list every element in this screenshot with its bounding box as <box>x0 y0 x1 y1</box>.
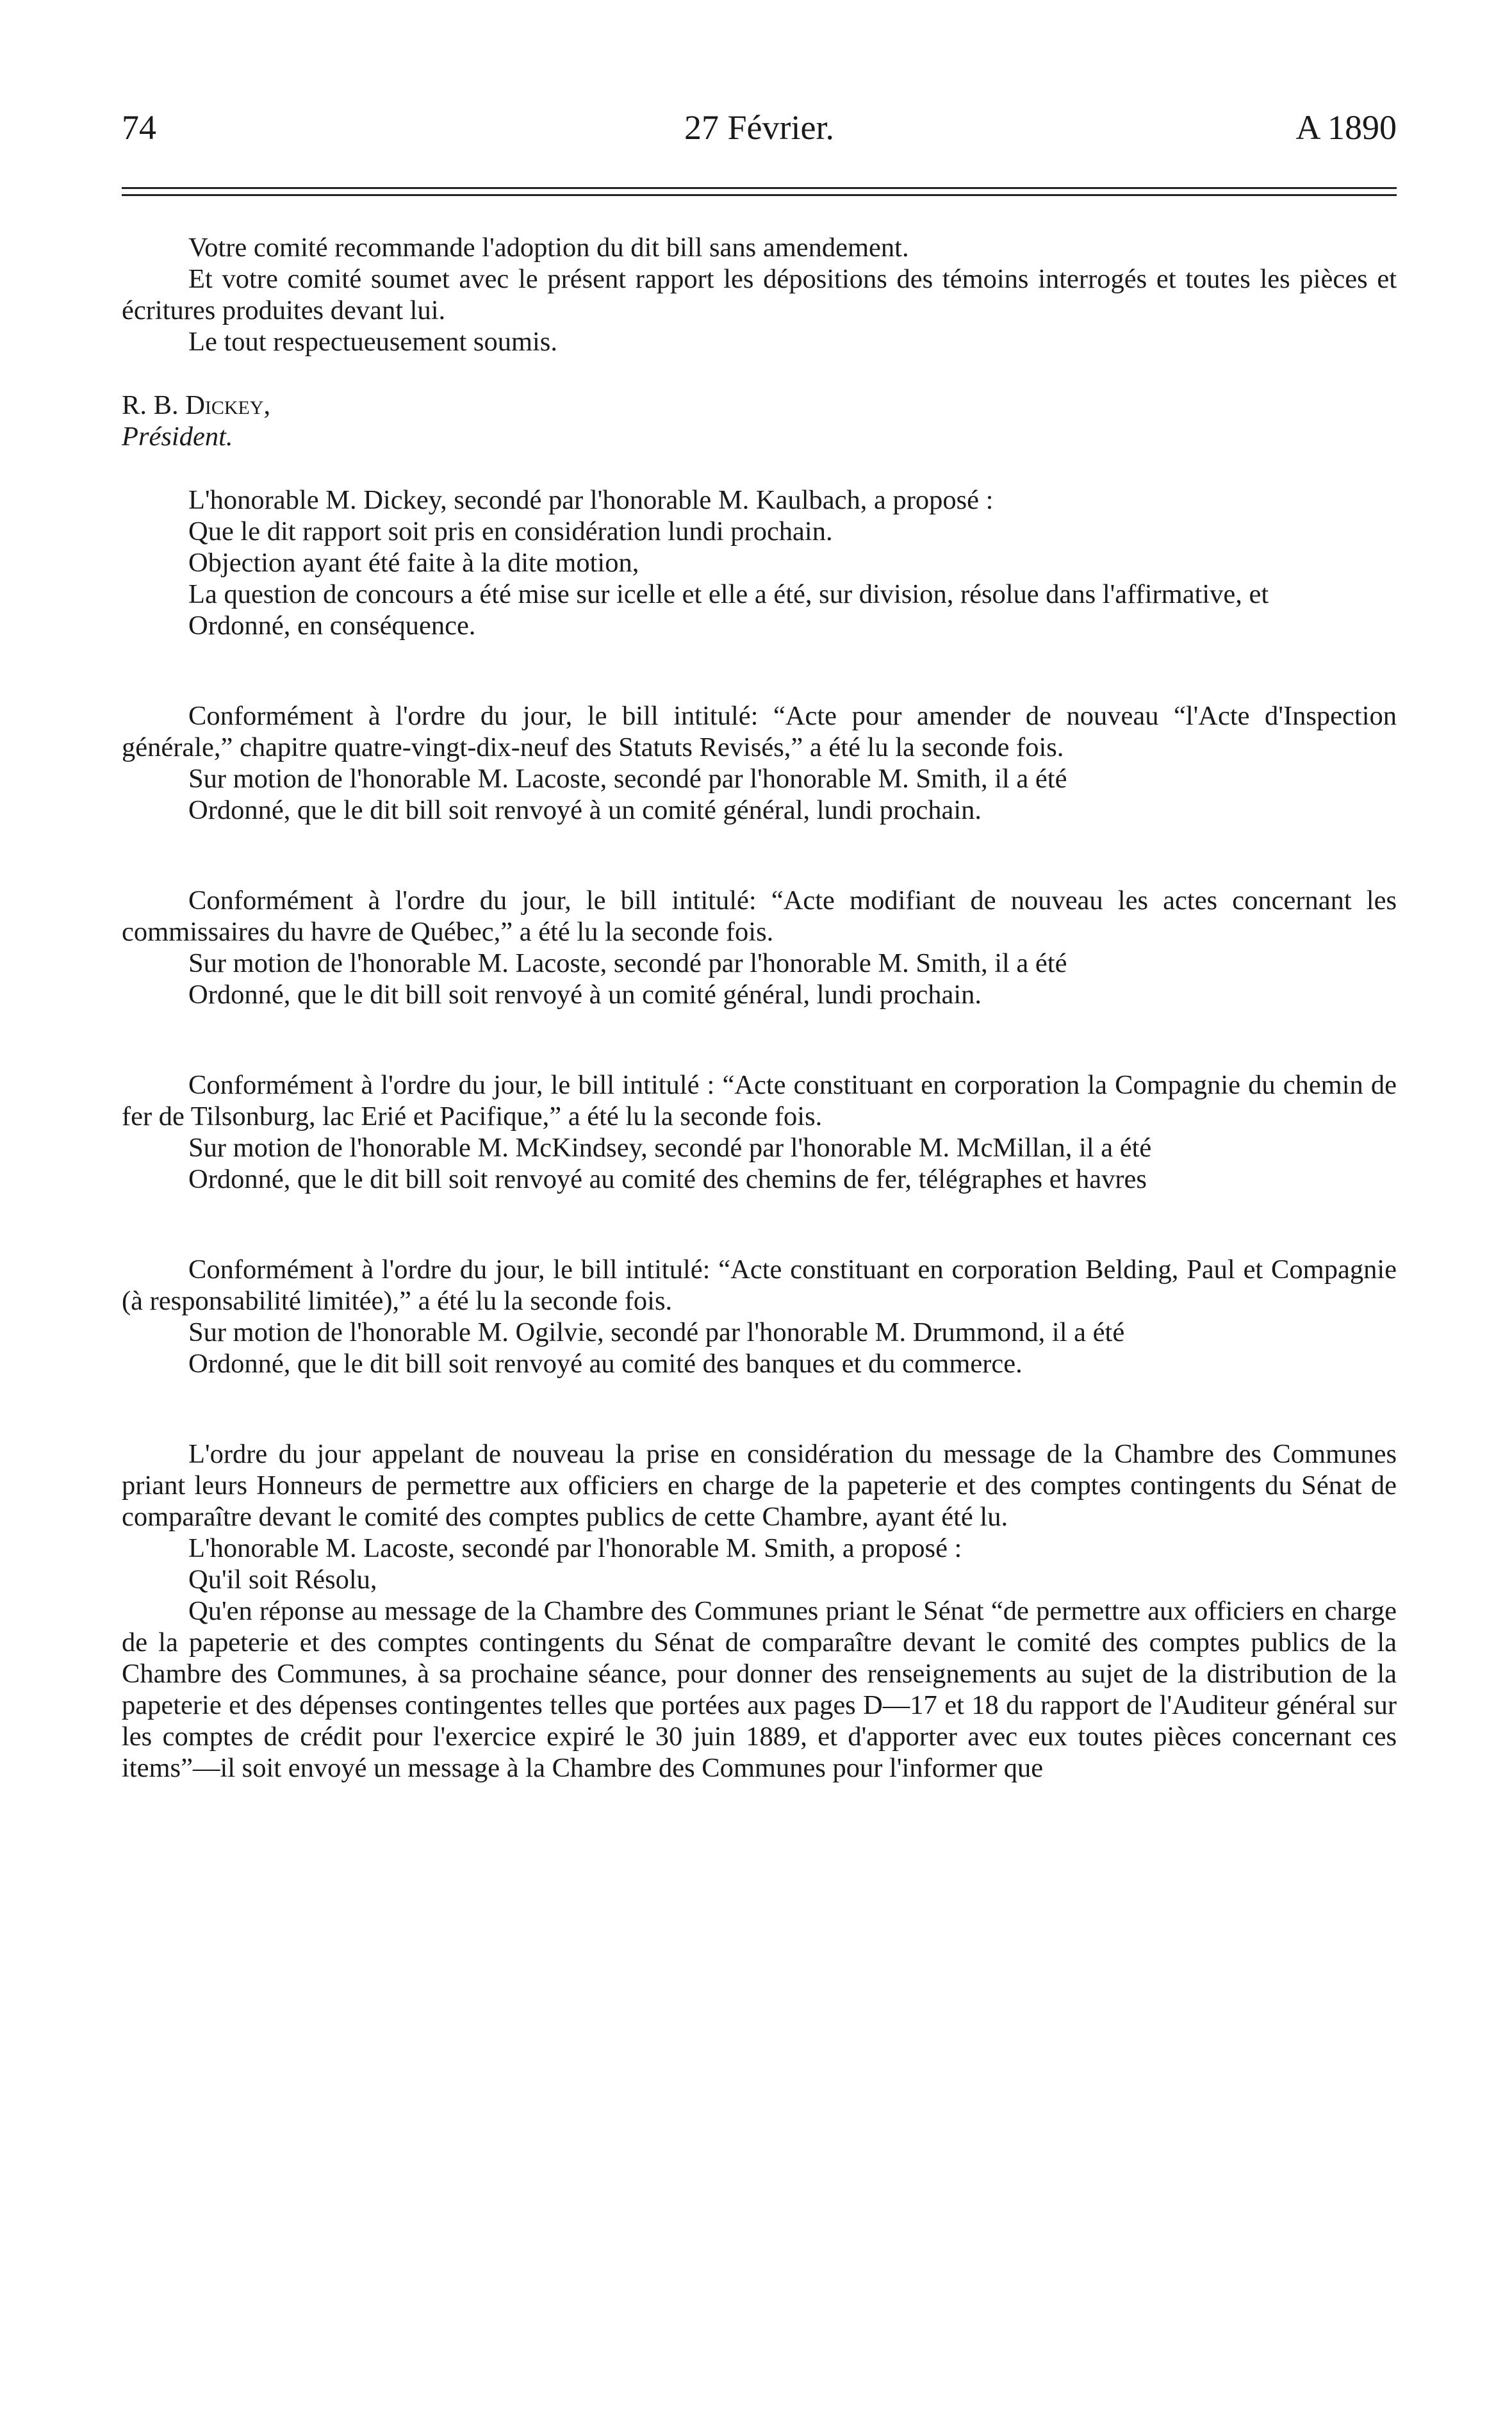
paragraph: L'honorable M. Dickey, secondé par l'honorable M. Kaulbach, a proposé : <box>188 485 994 515</box>
bill-inspection-generale <box>122 700 1397 826</box>
signature-name: R. B. Dickey, <box>122 390 271 420</box>
paragraph: Ordonné, que le dit bill soit renvoyé à un comité général, lundi prochain. <box>188 795 982 825</box>
page-body <box>122 232 1397 1784</box>
paragraph: Sur motion de l'honorable M. Lacoste, secondé par l'honorable M. Smith, il a été <box>188 948 1067 978</box>
paragraph: Ordonné, en conséquence. <box>188 611 476 641</box>
page-number: 74 <box>122 108 156 147</box>
paragraph: Conformément à l'ordre du jour, le bill intitulé: “Acte pour amender de nouveau “l'Acte d'Inspection générale,” chapitre quatre-vingt-dix-neuf des Statuts Revisés,” a été lu la seconde fois. <box>122 701 1397 762</box>
commons-message <box>122 1438 1397 1784</box>
paragraph: Objection ayant été faite à la dite motion, <box>188 548 639 578</box>
bill-tilsonburg-railway <box>122 1069 1397 1195</box>
paragraph: Conformément à l'ordre du jour, le bill intitulé: “Acte modifiant de nouveau les actes concernant les commissaires du havre de Québec,” a été lu la seconde fois. <box>122 885 1397 947</box>
paragraph: Sur motion de l'honorable M. Ogilvie, secondé par l'honorable M. Drummond, il a été <box>188 1317 1125 1347</box>
motion-report-consideration <box>122 484 1397 641</box>
header-rule-top <box>122 187 1397 189</box>
paragraph: Le tout respectueusement soumis. <box>188 327 557 357</box>
paragraph: La question de concours a été mise sur icelle et elle a été, sur division, résolue dans l'affirmative, et <box>188 579 1269 609</box>
paragraph: Conformément à l'ordre du jour, le bill intitulé : “Acte constituant en corporation la Compagnie du chemin de fer de Tilsonburg, lac Erié et Pacifique,” a été lu la seconde fois. <box>122 1070 1397 1131</box>
document-page <box>122 0 1397 2427</box>
paragraph: Qu'il soit Résolu, <box>188 1565 377 1595</box>
paragraph: L'ordre du jour appelant de nouveau la prise en considération du message de la Chambre des Communes priant leurs Honneurs de permettre aux officiers en charge de la papeterie et des comptes contingents du Sénat de comparaître devant le comité des comptes publics de cette Chambre, ayant été lu. <box>122 1439 1397 1532</box>
bill-belding-paul <box>122 1254 1397 1379</box>
committee-report-end <box>122 232 1397 452</box>
paragraph: Conformément à l'ordre du jour, le bill intitulé: “Acte constituant en corporation Belding, Paul et Compagnie (à responsabilité limitée),” a été lu la seconde fois. <box>122 1255 1397 1316</box>
header-rule-bottom <box>122 194 1397 196</box>
paragraph: L'honorable M. Lacoste, secondé par l'honorable M. Smith, a proposé : <box>188 1533 962 1563</box>
paragraph: Sur motion de l'honorable M. McKindsey, secondé par l'honorable M. McMillan, il a été <box>188 1133 1152 1163</box>
header-year: A 1890 <box>1295 108 1397 147</box>
bill-havre-quebec <box>122 885 1397 1010</box>
signature-title: Président. <box>122 422 233 452</box>
paragraph: Ordonné, que le dit bill soit renvoyé à un comité général, lundi prochain. <box>188 980 982 1010</box>
paragraph: Qu'en réponse au message de la Chambre des Communes priant le Sénat “de permettre aux officiers en charge de la papeterie et des comptes contingents du Sénat de comparaître devant le comité des comptes publics de la Chambre des Communes, à sa prochaine séance, pour donner des renseignements au sujet de la distribution de la papeterie et des dépenses contingentes telles que portées aux pages D—17 et 18 du rapport de l'Auditeur général sur les comptes de crédit pour l'exercice expiré le 30 juin 1889, et d'apporter avec eux toutes pièces concernant ces items”—il soit envoyé un message à la Chambre des Communes pour l'informer que <box>122 1596 1397 1783</box>
paragraph: Ordonné, que le dit bill soit renvoyé au comité des chemins de fer, télégraphes et havres <box>188 1164 1147 1194</box>
paragraph: Sur motion de l'honorable M. Lacoste, secondé par l'honorable M. Smith, il a été <box>188 764 1067 794</box>
paragraph: Et votre comité soumet avec le présent rapport les dépositions des témoins interrogés et toutes les pièces et écritures produites devant lui. <box>122 264 1397 325</box>
page-header <box>122 108 1397 159</box>
paragraph: Votre comité recommande l'adoption du dit bill sans amendement. <box>188 233 909 263</box>
paragraph: Ordonné, que le dit bill soit renvoyé au comité des banques et du commerce. <box>188 1349 1023 1379</box>
paragraph: Que le dit rapport soit pris en considération lundi prochain. <box>188 516 833 547</box>
header-date: 27 Février. <box>684 108 834 147</box>
